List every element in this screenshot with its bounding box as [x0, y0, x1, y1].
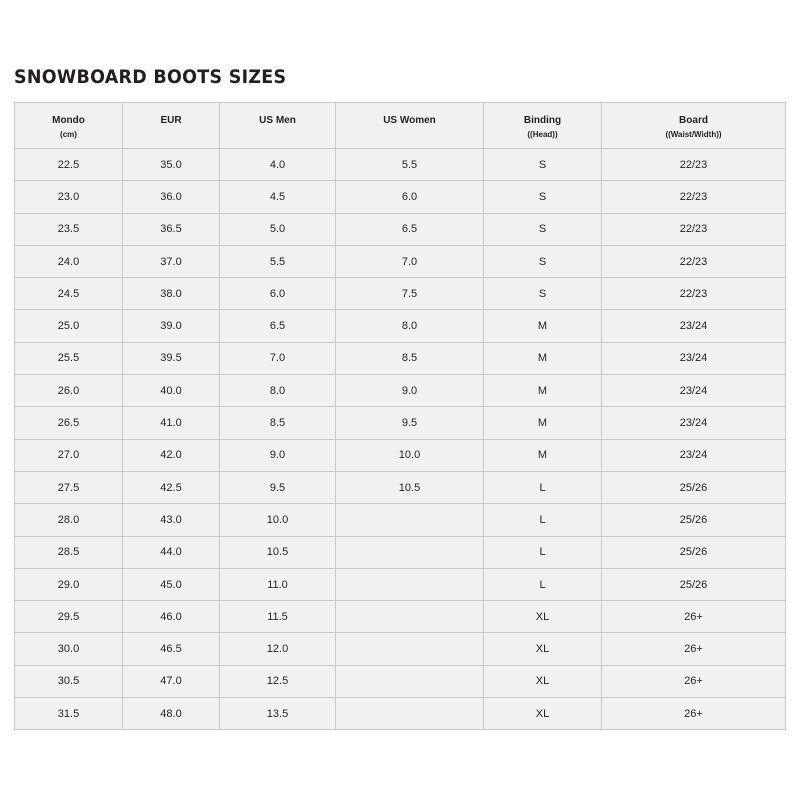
table-row — [15, 568, 786, 600]
column-header-label: Mondo — [52, 115, 85, 126]
binding-cell: S — [484, 278, 602, 310]
table-row — [15, 342, 786, 374]
mondo-cell: 28.5 — [15, 536, 123, 568]
table-row — [15, 149, 786, 181]
mondo-cell: 29.5 — [15, 601, 123, 633]
us-men-cell: 8.0 — [220, 375, 336, 407]
us-women-cell: 10.0 — [336, 439, 484, 471]
mondo-cell: 24.5 — [15, 278, 123, 310]
table-row — [15, 633, 786, 665]
board-cell: 26+ — [602, 698, 786, 730]
us-men-cell: 11.5 — [220, 601, 336, 633]
us-men-cell: 12.5 — [220, 665, 336, 697]
eur-cell: 40.0 — [123, 375, 220, 407]
board-cell: 25/26 — [602, 471, 786, 503]
us-men-cell: 13.5 — [220, 698, 336, 730]
eur-cell: 43.0 — [123, 504, 220, 536]
us-men-cell: 9.5 — [220, 471, 336, 503]
column-header-label: US Women — [383, 115, 436, 126]
table-row — [15, 439, 786, 471]
us-men-cell: 12.0 — [220, 633, 336, 665]
binding-cell: XL — [484, 698, 602, 730]
board-cell: 26+ — [602, 601, 786, 633]
board-cell: 25/26 — [602, 536, 786, 568]
eur-cell: 39.0 — [123, 310, 220, 342]
table-header — [15, 103, 786, 149]
board-cell: 23/24 — [602, 407, 786, 439]
us-men-cell: 6.5 — [220, 310, 336, 342]
column-header-sublabel: ((Head)) — [527, 130, 558, 139]
binding-cell: M — [484, 375, 602, 407]
binding-cell: M — [484, 310, 602, 342]
mondo-cell: 29.0 — [15, 568, 123, 600]
table-row — [15, 504, 786, 536]
mondo-cell: 30.5 — [15, 665, 123, 697]
table-row — [15, 245, 786, 277]
table-row — [15, 278, 786, 310]
us-men-cell: 9.0 — [220, 439, 336, 471]
board-cell: 25/26 — [602, 568, 786, 600]
table-body — [15, 149, 786, 730]
us-women-cell — [336, 698, 484, 730]
us-men-cell: 4.0 — [220, 149, 336, 181]
column-header — [220, 103, 336, 149]
column-header — [15, 103, 123, 149]
us-women-cell: 6.5 — [336, 213, 484, 245]
binding-cell: L — [484, 536, 602, 568]
mondo-cell: 23.5 — [15, 213, 123, 245]
mondo-cell: 31.5 — [15, 698, 123, 730]
column-header — [336, 103, 484, 149]
binding-cell: S — [484, 149, 602, 181]
column-header — [484, 103, 602, 149]
us-women-cell: 6.0 — [336, 181, 484, 213]
table-row — [15, 310, 786, 342]
mondo-cell: 25.0 — [15, 310, 123, 342]
column-header-sublabel: (cm) — [60, 130, 77, 139]
us-women-cell: 7.0 — [336, 245, 484, 277]
us-women-cell — [336, 536, 484, 568]
eur-cell: 42.5 — [123, 471, 220, 503]
eur-cell: 38.0 — [123, 278, 220, 310]
mondo-cell: 22.5 — [15, 149, 123, 181]
binding-cell: L — [484, 568, 602, 600]
column-header-label: Binding — [523, 115, 562, 126]
us-women-cell — [336, 568, 484, 600]
table-row — [15, 471, 786, 503]
binding-cell: L — [484, 471, 602, 503]
us-women-cell: 8.0 — [336, 310, 484, 342]
mondo-cell: 26.0 — [15, 375, 123, 407]
mondo-cell: 25.5 — [15, 342, 123, 374]
us-men-cell: 10.0 — [220, 504, 336, 536]
mondo-cell: 27.5 — [15, 471, 123, 503]
eur-cell: 36.0 — [123, 181, 220, 213]
column-header-label: EUR — [160, 115, 182, 126]
us-women-cell: 5.5 — [336, 149, 484, 181]
board-cell: 23/24 — [602, 310, 786, 342]
column-header — [602, 103, 786, 149]
size-chart-table — [14, 102, 786, 730]
eur-cell: 36.5 — [123, 213, 220, 245]
binding-cell: XL — [484, 633, 602, 665]
binding-cell: S — [484, 245, 602, 277]
table-row — [15, 665, 786, 697]
table-row — [15, 536, 786, 568]
mondo-cell: 27.0 — [15, 439, 123, 471]
column-header-sublabel: ((Waist/Width)) — [665, 130, 722, 139]
mondo-cell: 28.0 — [15, 504, 123, 536]
binding-cell: M — [484, 407, 602, 439]
us-women-cell: 10.5 — [336, 471, 484, 503]
board-cell: 25/26 — [602, 504, 786, 536]
board-cell: 22/23 — [602, 278, 786, 310]
us-men-cell: 4.5 — [220, 181, 336, 213]
us-women-cell — [336, 665, 484, 697]
us-men-cell: 8.5 — [220, 407, 336, 439]
us-men-cell: 7.0 — [220, 342, 336, 374]
board-cell: 22/23 — [602, 213, 786, 245]
binding-cell: L — [484, 504, 602, 536]
binding-cell: M — [484, 439, 602, 471]
binding-cell: S — [484, 181, 602, 213]
board-cell: 26+ — [602, 665, 786, 697]
us-women-cell: 9.5 — [336, 407, 484, 439]
us-women-cell: 7.5 — [336, 278, 484, 310]
us-women-cell — [336, 633, 484, 665]
us-men-cell: 5.5 — [220, 245, 336, 277]
eur-cell: 47.0 — [123, 665, 220, 697]
eur-cell: 44.0 — [123, 536, 220, 568]
column-header — [123, 103, 220, 149]
table-row — [15, 601, 786, 633]
table-row — [15, 213, 786, 245]
eur-cell: 48.0 — [123, 698, 220, 730]
binding-cell: S — [484, 213, 602, 245]
binding-cell: XL — [484, 665, 602, 697]
board-cell: 23/24 — [602, 439, 786, 471]
board-cell: 22/23 — [602, 245, 786, 277]
board-cell: 23/24 — [602, 342, 786, 374]
us-men-cell: 11.0 — [220, 568, 336, 600]
board-cell: 22/23 — [602, 149, 786, 181]
eur-cell: 45.0 — [123, 568, 220, 600]
column-header-label: Board — [679, 115, 708, 126]
us-men-cell: 10.5 — [220, 536, 336, 568]
eur-cell: 42.0 — [123, 439, 220, 471]
header-row — [15, 103, 786, 149]
board-cell: 23/24 — [602, 375, 786, 407]
eur-cell: 41.0 — [123, 407, 220, 439]
mondo-cell: 23.0 — [15, 181, 123, 213]
mondo-cell: 26.5 — [15, 407, 123, 439]
us-women-cell — [336, 504, 484, 536]
eur-cell: 35.0 — [123, 149, 220, 181]
table-row — [15, 375, 786, 407]
eur-cell: 46.0 — [123, 601, 220, 633]
us-women-cell: 8.5 — [336, 342, 484, 374]
binding-cell: XL — [484, 601, 602, 633]
eur-cell: 46.5 — [123, 633, 220, 665]
page-title: SNOWBOARD BOOTS SIZES — [14, 66, 287, 88]
us-men-cell: 5.0 — [220, 213, 336, 245]
mondo-cell: 24.0 — [15, 245, 123, 277]
board-cell: 22/23 — [602, 181, 786, 213]
eur-cell: 37.0 — [123, 245, 220, 277]
eur-cell: 39.5 — [123, 342, 220, 374]
column-header-label: US Men — [259, 115, 296, 126]
table-row — [15, 698, 786, 730]
table-row — [15, 407, 786, 439]
board-cell: 26+ — [602, 633, 786, 665]
us-men-cell: 6.0 — [220, 278, 336, 310]
mondo-cell: 30.0 — [15, 633, 123, 665]
table-row — [15, 181, 786, 213]
binding-cell: M — [484, 342, 602, 374]
us-women-cell — [336, 601, 484, 633]
us-women-cell: 9.0 — [336, 375, 484, 407]
